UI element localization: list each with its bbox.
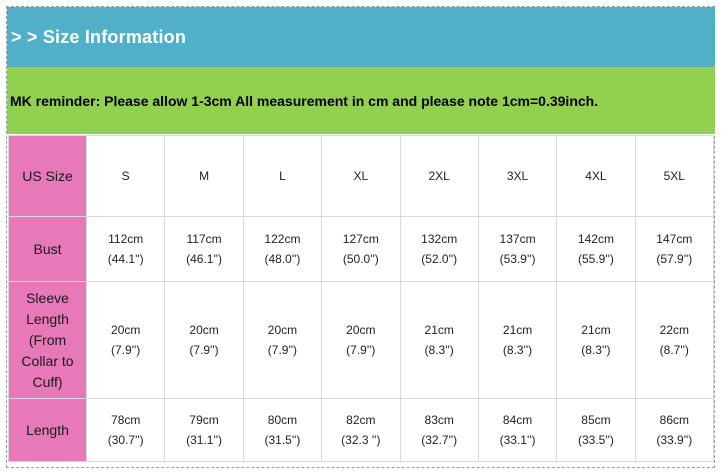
cm-value: 20cm [111,323,141,337]
inch-value: (32.3 '') [341,433,381,447]
inch-value: (30.7'') [107,433,144,447]
inch-value: (44.1'') [107,252,144,266]
cm-value: 20cm [346,323,376,337]
bust-cell [478,217,556,282]
size-cell: 5XL [635,136,713,217]
bust-cell [165,217,243,282]
bust-cell [87,217,165,282]
sleeve-label-line: Cuff) [32,373,63,390]
row-header-us-size: US Size [9,136,87,217]
cm-value: 127cm [342,232,379,246]
cm-value: 79cm [189,413,219,427]
inch-value: (8.7'') [659,343,689,357]
length-cell [635,399,713,462]
cm-value: 137cm [499,232,536,246]
inch-value: (8.3'') [424,343,454,357]
sleeve-cell [478,282,556,399]
cm-value: 142cm [577,232,614,246]
inch-value: (53.9'') [499,252,536,266]
size-cell: XL [322,136,400,217]
bust-cell [400,217,478,282]
cm-value: 82cm [346,413,376,427]
table-row-sleeve-length [9,282,714,399]
sleeve-cell [243,282,321,399]
inch-value: (8.3'') [502,343,533,357]
sleeve-label-line: Sleeve [26,289,69,306]
length-cell [400,399,478,462]
bust-cell [635,217,713,282]
sleeve-cell [635,282,713,399]
length-cell [557,399,635,462]
inch-value: (46.1'') [186,252,223,266]
inch-value: (57.9'') [656,252,693,266]
size-cell: M [165,136,243,217]
size-cell: 4XL [557,136,635,217]
inch-value: (7.9'') [189,343,219,357]
inch-value: (33.1'') [499,433,536,447]
cm-value: 117cm [186,232,222,246]
size-table [8,135,714,462]
size-cell: S [87,136,165,217]
cm-value: 112cm [108,232,144,246]
inch-value: (31.1'') [186,433,223,447]
sleeve-cell [165,282,243,399]
cm-value: 85cm [581,413,611,427]
cm-value: 20cm [189,323,219,337]
sleeve-label-line: Collar to [21,352,74,369]
cm-value: 21cm [424,323,454,337]
inch-value: (55.9'') [577,252,614,266]
size-cell: 2XL [400,136,478,217]
cm-value: 84cm [502,413,533,427]
cm-value: 22cm [659,323,689,337]
length-cell [165,399,243,462]
row-header-length: Length [9,399,87,462]
sleeve-cell [400,282,478,399]
inch-value: (31.5'') [264,433,301,447]
table-row-bust [9,217,714,282]
length-cell [322,399,400,462]
cm-value: 20cm [267,323,298,337]
cm-value: 80cm [267,413,298,427]
reminder-banner [7,67,715,134]
row-header-sleeve-length [9,282,87,399]
cm-value: 83cm [424,413,454,427]
size-cell: 3XL [478,136,556,217]
row-header-bust: Bust [9,217,87,282]
table-row-length [9,399,714,462]
cm-value: 122cm [264,232,301,246]
size-cell: L [243,136,321,217]
bust-cell [322,217,400,282]
cm-value: 21cm [581,323,611,337]
sleeve-cell [322,282,400,399]
cm-value: 132cm [421,232,458,246]
table-row-us-size [9,136,714,217]
reminder-text: MK reminder: Please allow 1-3cm All measurement in cm and please note 1cm=0.39inch. [10,92,599,109]
sleeve-cell [87,282,165,399]
sleeve-cell [557,282,635,399]
inch-value: (52.0'') [421,252,458,266]
inch-value: (7.9'') [267,343,298,357]
bust-cell [557,217,635,282]
cm-value: 86cm [659,413,689,427]
sleeve-label-line: Length [26,310,69,327]
length-cell [478,399,556,462]
header-title: > > Size Information [11,26,187,47]
inch-value: (33.9'') [656,433,693,447]
inch-value: (48.0'') [264,252,301,266]
inch-value: (32.7'') [421,433,458,447]
inch-value: (33.5'') [577,433,614,447]
bust-cell [243,217,321,282]
sleeve-label-line: (From [28,331,67,348]
cm-value: 21cm [502,323,533,337]
length-cell [87,399,165,462]
inch-value: (7.9'') [346,343,376,357]
inch-value: (50.0'') [342,252,379,266]
inch-value: (7.9'') [111,343,141,357]
size-info-header [7,7,715,67]
cm-value: 78cm [111,413,141,427]
length-cell [243,399,321,462]
cm-value: 147cm [656,232,693,246]
inch-value: (8.3'') [581,343,611,357]
